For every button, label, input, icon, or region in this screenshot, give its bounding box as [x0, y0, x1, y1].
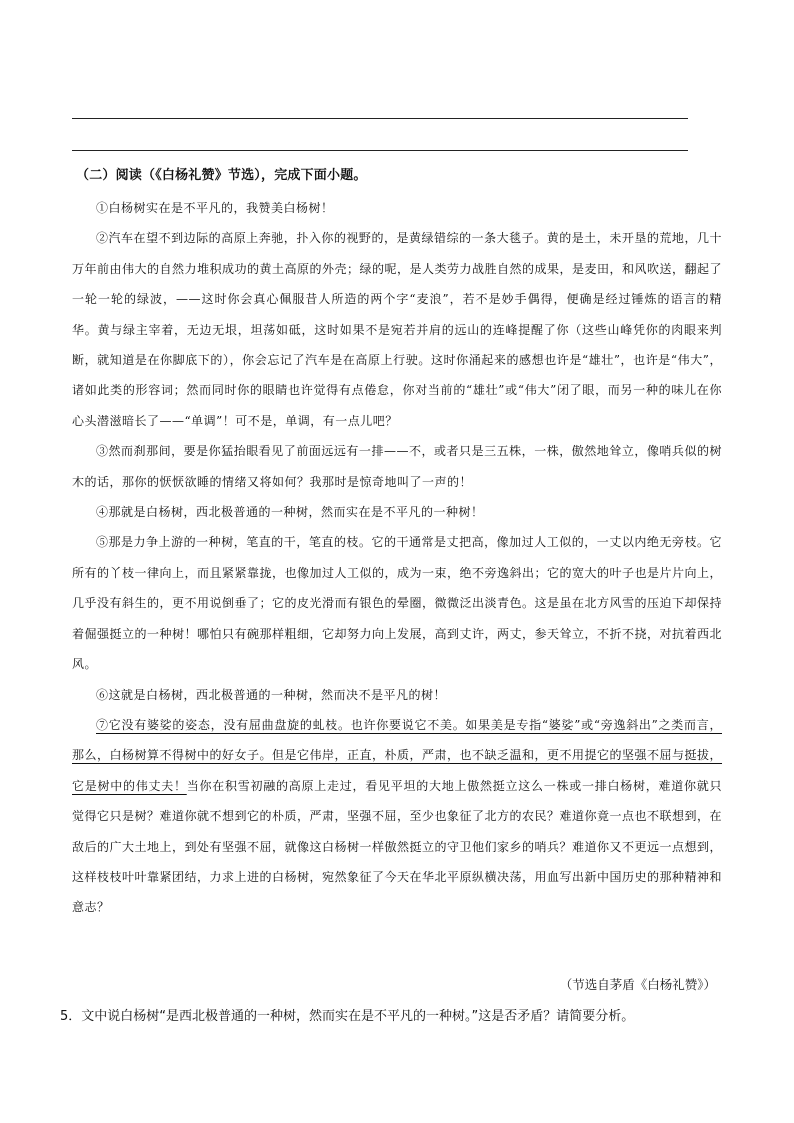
paragraph-6: ⑥这就是白杨树，西北极普通的一种树，然而决不是平凡的树！ — [96, 687, 447, 702]
paragraph-7-underlined: ⑦它没有婆娑的姿态，没有屈曲盘旋的虬枝。也许你要说它不美。如果美是专指“婆娑”或“旁逸斜出”之类而言，那么，白杨树算不得树中的好女子。但是它伟岸，正直，朴质，严肃，也不缺乏温和，更不用提它的坚强不屈与挺拔，它是树中的伟丈夫！ — [72, 717, 723, 793]
paragraph-2: ②汽车在望不到边际的高原上奔驰，扑入你的视野的，是黄绿错综的一条大毯子。黄的是土，未开垦的荒地，几十万年前由伟大的自然力堆积成功的黄土高原的外壳；绿的呢，是人类劳力战胜自然的成果，是麦田，和风吹送，翻起了一轮一轮的绿波，——这时你会真心佩服昔人所造的两个字“麦浪”，若不是妙手偶得，便确是经过锤炼的语言的精华。黄与绿主宰着，无边无垠，坦荡如砥，这时如果不是宛若并肩的远山的连峰提醒了你（这些山峰凭你的肉眼来判断，就知道是在你脚底下的），你会忘记了汽车是在高原上行驶。这时你涌起来的感想也许是“雄壮”，也许是“伟大”，诸如此类的形容词；然而同时你的眼睛也许觉得有点倦怠，你对当前的“雄壮”或“伟大”闭了眼，而另一种的味儿在你心头潜滋暗长了——“单调”！可不是，单调，有一点儿吧？ — [72, 231, 723, 428]
paragraph-3: ③然而刹那间，要是你猛抬眼看见了前面远远有一排——不，或者只是三五株，一株，傲然地耸立，像哨兵似的树木的话，那你的恹恹欲睡的情绪又将如何？我那时是惊奇地叫了一声的！ — [72, 444, 722, 489]
question-5: 5．文中说白杨树“是西北极普通的一种树，然而实在是不平凡的一种树。”这是否矛盾？请简要分析。 — [60, 1009, 635, 1024]
paragraph-1: ①白杨树实在是不平凡的，我赞美白杨树！ — [96, 201, 334, 215]
section-title: （二）阅读（《白杨礼赞》节选），完成下面小题。 — [76, 168, 367, 183]
answer-line-2 — [72, 150, 688, 151]
source-citation: （节选自茅盾《白杨礼赞》） — [559, 977, 716, 992]
paragraph-7-rest: 当你在积雪初融的高原上走过，看见平坦的大地上傲然挺立这么一株或一排白杨树，难道你就只觉得它只是树？难道你就不想到它的朴质，严肃，坚强不屈，至少也象征了北方的农民？难道你竟一点也不联想到，在敌后的广大土地上，到处有坚强不屈，就像这白杨树一样傲然挺立的守卫他们家乡的哨兵？难道你又不更远一点想到，这样枝枝叶叶靠紧团结，力求上进的白杨树，宛然象征了今天在华北平原纵横决荡，用血写出新中国历史的那种精神和意志？ — [72, 778, 723, 915]
paragraph-7 — [72, 710, 722, 923]
paragraph-5: ⑤那是力争上游的一种树，笔直的干，笔直的枝。它的干通常是丈把高，像加过人工似的，一丈以内绝无旁枝。它所有的丫枝一律向上，而且紧紧靠拢，也像加过人工似的，成为一束，绝不旁逸斜出；它的宽大的叶子也是片片向上，几乎没有斜生的，更不用说倒垂了；它的皮光滑而有银色的晕圈，微微泛出淡青色。这是虽在北方风雪的压迫下却保持着倔强挺立的一种树！哪怕只有碗那样粗细，它却努力向上发展，高到丈许，两丈，参天耸立，不折不挠，对抗着西北风。 — [72, 535, 723, 672]
answer-line-1 — [72, 118, 688, 119]
paragraph-4: ④那就是白杨树，西北极普通的一种树，然而实在是不平凡的一种树！ — [96, 505, 484, 520]
reading-passage — [72, 193, 722, 923]
